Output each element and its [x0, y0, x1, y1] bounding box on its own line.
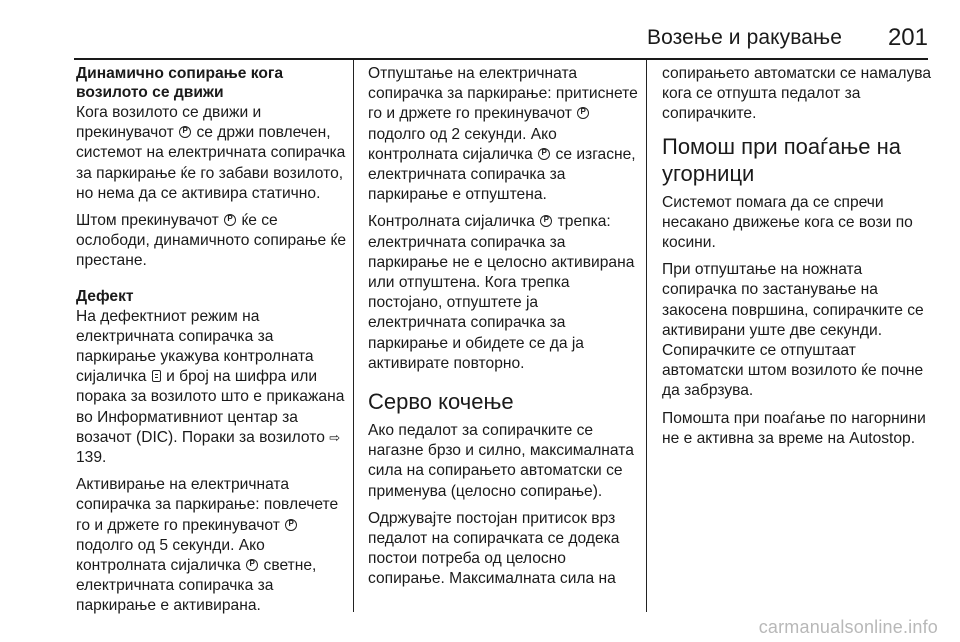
- heading-dynamic-braking: Динамично сопирање кога возилото се движи: [76, 65, 284, 101]
- page-reference-link[interactable]: 139.: [76, 449, 107, 467]
- paragraph: [76, 475, 348, 616]
- paragraph: Помошта при поаѓање по нагорнини не е активна за време на Autostop.: [662, 409, 926, 447]
- text: подолго од 5 секунди. Ако контролната сијаличка: [76, 536, 265, 575]
- heading-hill-start-assist: Помош при поаѓање на угорници: [662, 133, 901, 186]
- paragraph: При отпуштање на ножната сопирачка по застанување на закосена површина, сопирачките се активирани уште две секунди. Сопирачките се отпуштаат автоматски штом возилото ќе почне да забрзува.: [662, 261, 924, 400]
- service-wrench-icon: [152, 370, 161, 382]
- paragraph: Одржувајте постојан притисок врз педалот на сопирачката се додека постои потреба од целосно сопирање. Максималната сила на: [368, 509, 620, 588]
- column-divider-1: [353, 60, 354, 612]
- text: Штом прекинувачот: [76, 212, 219, 230]
- paragraph: [76, 211, 348, 272]
- text: трепка: електричната сопирачка за паркирање не е целосно активирана или отпуштена. Кога трепка постојано, отпуштете ја електричната сопирачка за паркирање и обидете се да ја активирате повторно.: [368, 213, 635, 372]
- paragraph: сопирањето автоматски се намалува кога се отпушта педалот за сопирачките.: [662, 65, 932, 123]
- text: подолго од 2 секунди. Ако контролната сијаличка: [368, 125, 557, 163]
- paragraph: Системот помага да се спречи несакано движење кога се вози по косини.: [662, 193, 913, 252]
- paragraph: [368, 64, 640, 205]
- parking-brake-icon: [179, 126, 191, 138]
- section-title: Возење и ракување: [647, 26, 842, 49]
- column-2: [368, 64, 640, 597]
- paragraph: [76, 103, 348, 204]
- column-divider-2: [646, 60, 647, 612]
- paragraph: Ако педалот за сопирачките се нагазне брзо и силно, максималната сила на сопирањето автоматски се применува (целосно сопирање).: [368, 422, 634, 500]
- text: Контролната сијаличка: [368, 213, 535, 231]
- watermark: carmanualsonline.info: [758, 617, 938, 637]
- heading-servo-braking: Серво кочење: [368, 389, 514, 415]
- column-1: [76, 64, 348, 624]
- text: На дефектниот режим на електричната сопирачка за паркирање укажува контролната сијаличка: [76, 307, 314, 386]
- text: светне, електричната сопирачка за паркирање е активирана.: [76, 557, 317, 615]
- paragraph: [368, 212, 640, 374]
- header-divider: [74, 58, 928, 60]
- page-header: [0, 0, 960, 58]
- text: се држи повлечен, системот на електричната сопирачка за паркирање ќе го забави возилото, но нема да се активира статично.: [76, 124, 346, 202]
- column-3: [662, 64, 934, 456]
- heading-fault: Дефект: [76, 287, 134, 305]
- text: и број на шифра или порака за возилото што е прикажана во Информативниот центар за возачот (DIC). Пораки за возилото: [76, 368, 345, 446]
- parking-brake-icon: [538, 148, 550, 160]
- parking-brake-icon: [577, 107, 589, 119]
- parking-brake-icon: [540, 215, 552, 227]
- parking-brake-icon: [224, 214, 236, 226]
- text: ќе се ослободи, динамичното сопирање ќе престане.: [76, 212, 347, 270]
- parking-brake-icon: [246, 559, 258, 571]
- reference-arrow-icon: ⇨: [329, 429, 341, 445]
- text: Кога возилото се движи и прекинувачот: [76, 104, 262, 142]
- text: се изгасне, електричната сопирачка за паркирање е отпуштена.: [368, 145, 636, 204]
- text: Отпуштање на електричната сопирачка за паркирање: притиснете го и држете го прекинувачот: [368, 65, 638, 123]
- text: Активирање на електричната сопирачка за паркирање: повлечете го и држете го прекинувачот: [76, 476, 339, 534]
- page-number: 201: [887, 24, 928, 51]
- parking-brake-icon: [285, 519, 297, 531]
- paragraph: [76, 307, 348, 469]
